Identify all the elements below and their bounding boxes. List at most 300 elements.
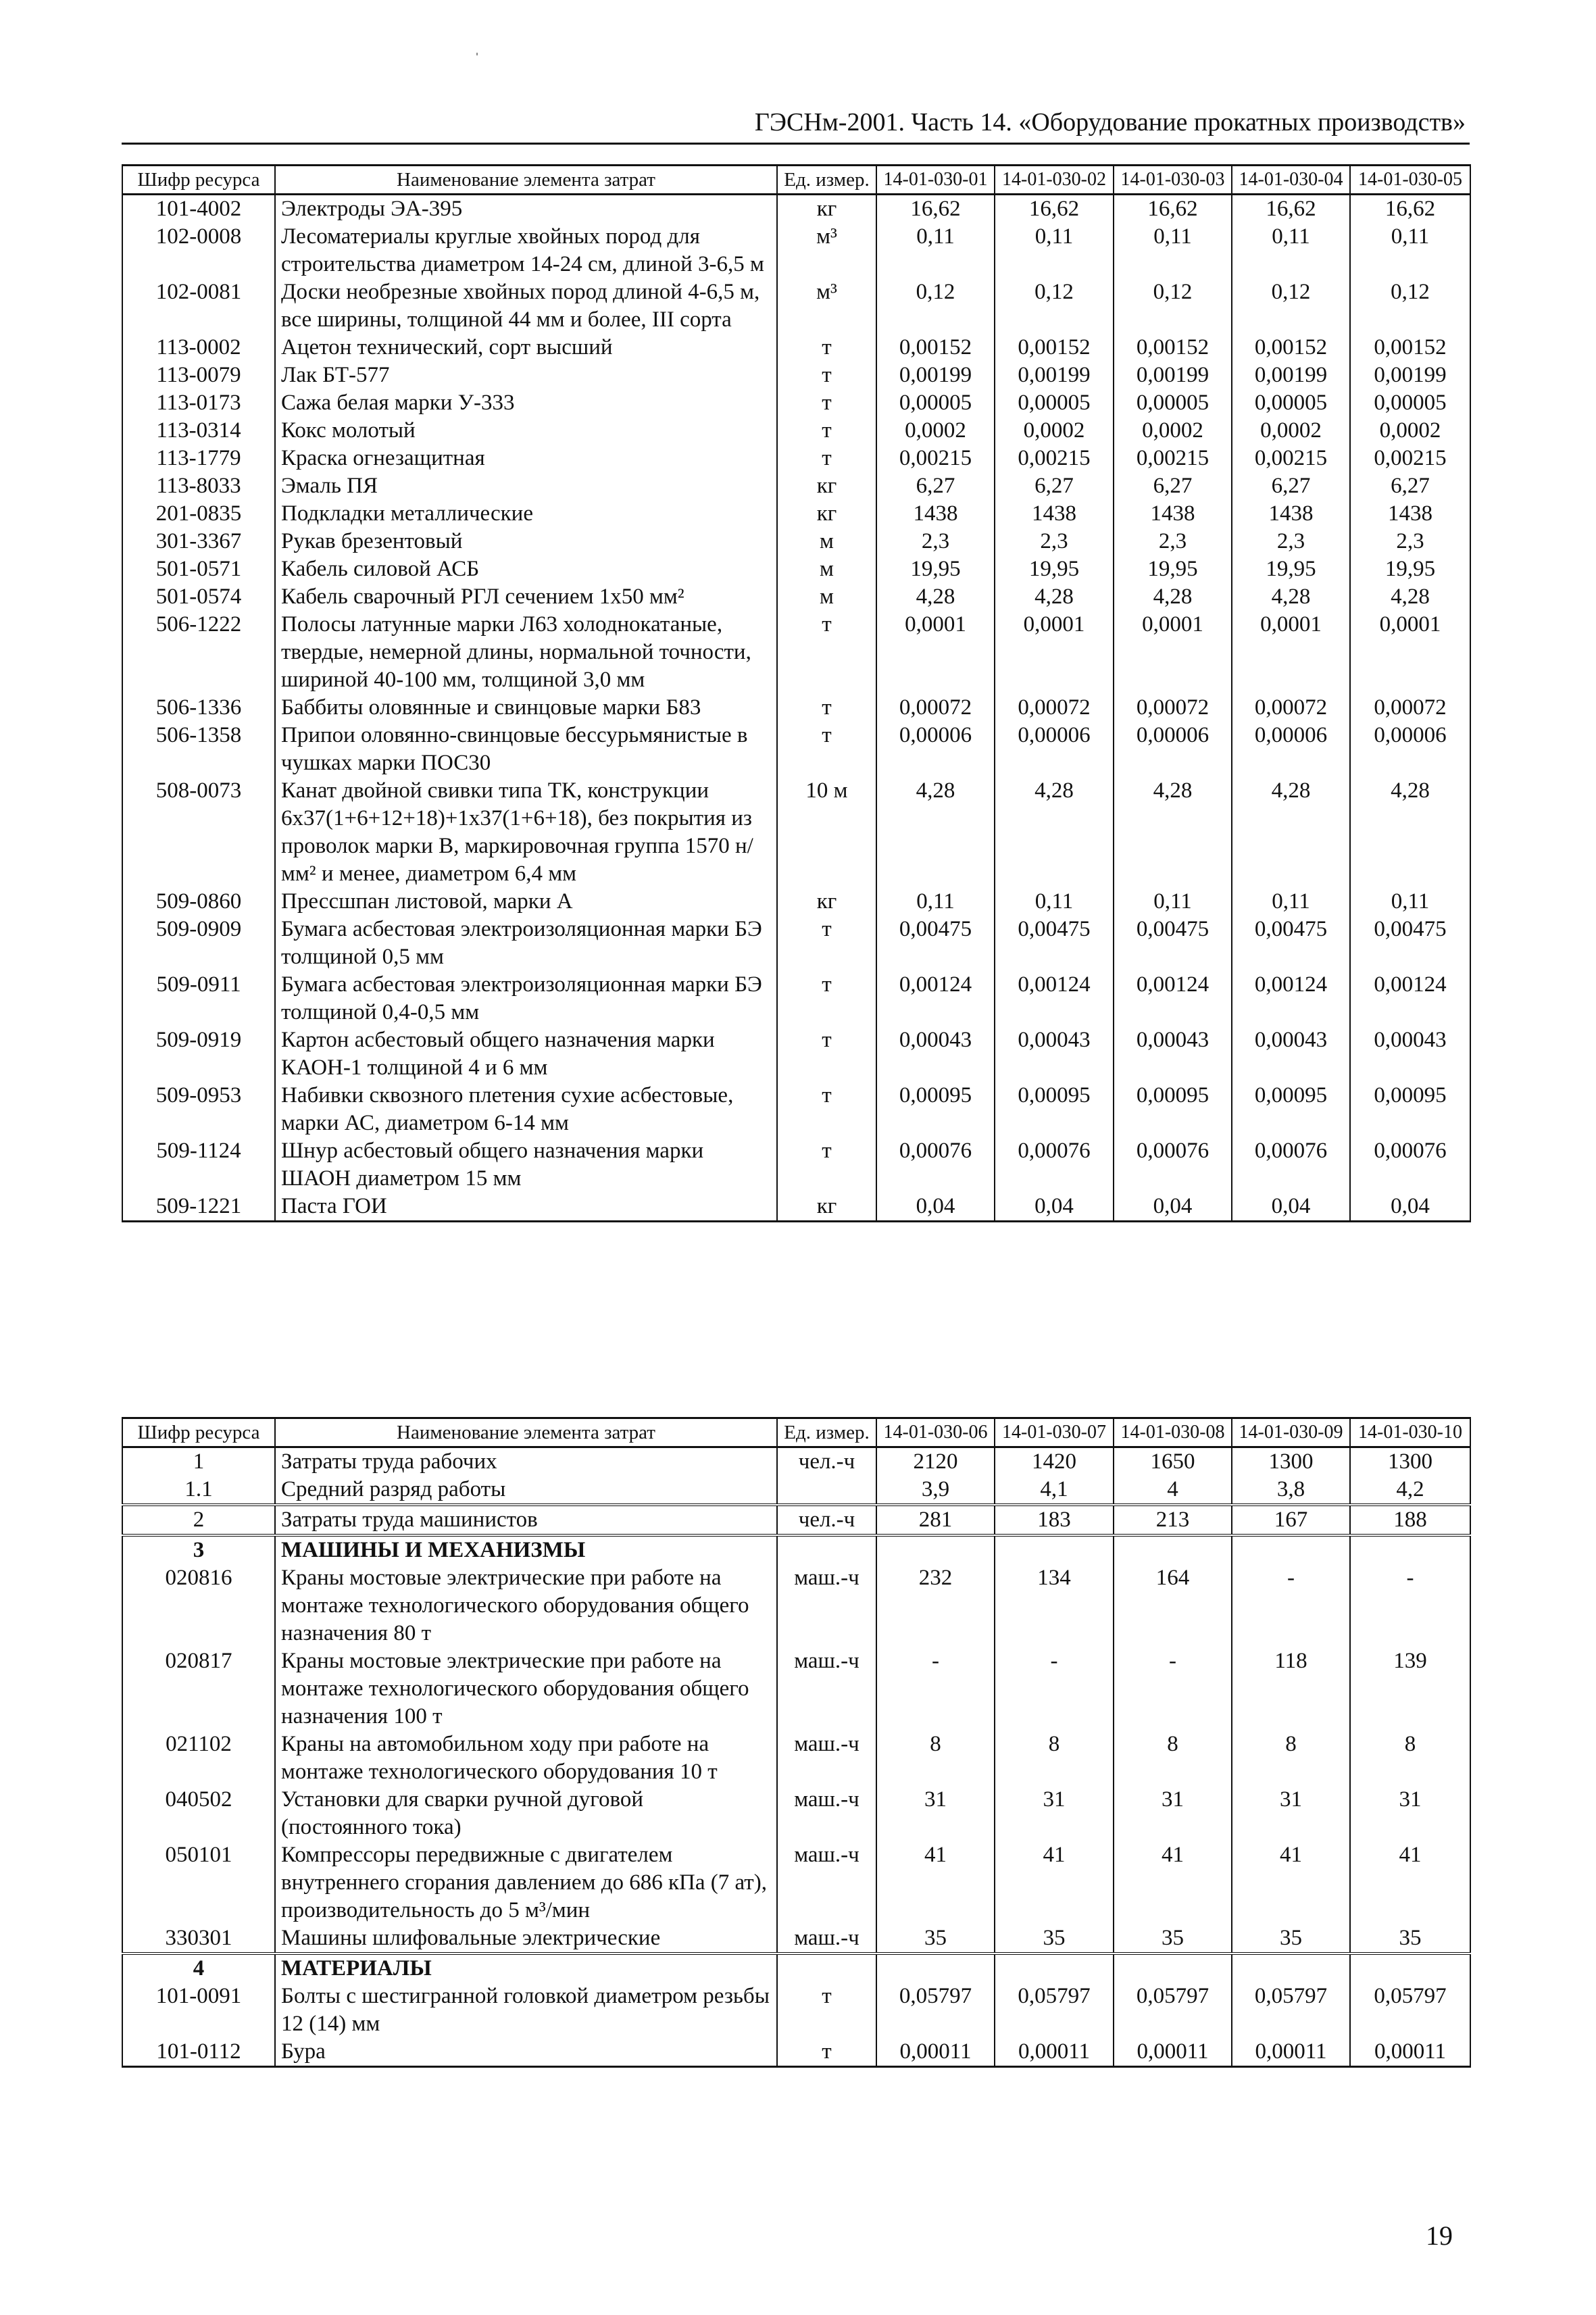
cell-value: 16,62 bbox=[1232, 195, 1350, 224]
cell-code: 330301 bbox=[122, 1924, 275, 1953]
table-row bbox=[122, 1924, 1470, 1953]
cell-value: 0,00199 bbox=[1350, 362, 1470, 389]
cell-value: - bbox=[1114, 1647, 1232, 1731]
cell-value: 0,00215 bbox=[995, 445, 1114, 472]
cell-value bbox=[1232, 1535, 1350, 1564]
cell-value: 167 bbox=[1232, 1505, 1350, 1535]
cell-value: 2,3 bbox=[1350, 528, 1470, 555]
cell-value: 0,00006 bbox=[1114, 722, 1232, 777]
cell-unit: т bbox=[777, 916, 876, 971]
cell-value: - bbox=[1232, 1564, 1350, 1647]
cell-code: 509-0919 bbox=[122, 1026, 275, 1082]
cell-value: 0,04 bbox=[995, 1193, 1114, 1222]
cell-code: 301-3367 bbox=[122, 528, 275, 555]
cell-name: Краны на автомобильном ходу при работе на монтаже технологического оборудования 10 т bbox=[275, 1731, 777, 1786]
cell-value: 1438 bbox=[1232, 500, 1350, 528]
cell-unit: маш.-ч bbox=[777, 1924, 876, 1953]
col-header-code: Шифр ресурса bbox=[122, 1418, 275, 1447]
cell-code: 020816 bbox=[122, 1564, 275, 1647]
cell-value: 0,11 bbox=[1114, 888, 1232, 916]
cell-value bbox=[1232, 1953, 1350, 1983]
cell-value: 0,00152 bbox=[1232, 334, 1350, 362]
cell-name: Шнур асбестовый общего назначения марки ШАОН диаметром 15 мм bbox=[275, 1137, 777, 1193]
cell-value: 0,00199 bbox=[1232, 362, 1350, 389]
cell-value: 6,27 bbox=[1232, 472, 1350, 500]
cell-unit: чел.-ч bbox=[777, 1447, 876, 1476]
cell-value: 1438 bbox=[1114, 500, 1232, 528]
resource-table-2 bbox=[122, 1417, 1471, 2068]
cell-value: 1438 bbox=[995, 500, 1114, 528]
cell-value: 0,12 bbox=[1350, 278, 1470, 334]
cell-name: МАТЕРИАЛЫ bbox=[275, 1953, 777, 1983]
cell-code: 509-0909 bbox=[122, 916, 275, 971]
cell-unit: т bbox=[777, 611, 876, 694]
cell-value: 0,00076 bbox=[1114, 1137, 1232, 1193]
cell-value: 31 bbox=[1232, 1786, 1350, 1841]
table-row bbox=[122, 1731, 1470, 1786]
cell-value: 0,04 bbox=[876, 1193, 995, 1222]
cell-value: 0,00475 bbox=[1114, 916, 1232, 971]
cell-value: 0,00199 bbox=[995, 362, 1114, 389]
cell-name: Затраты труда машинистов bbox=[275, 1505, 777, 1535]
cell-value: 0,04 bbox=[1232, 1193, 1350, 1222]
table-row bbox=[122, 1841, 1470, 1924]
cell-value: 4,28 bbox=[876, 583, 995, 611]
table-row bbox=[122, 1983, 1470, 2038]
cell-value: 0,11 bbox=[995, 888, 1114, 916]
cell-name: Подкладки металлические bbox=[275, 500, 777, 528]
cell-unit: маш.-ч bbox=[777, 1841, 876, 1924]
cell-name: Средний разряд работы bbox=[275, 1476, 777, 1505]
cell-code: 4 bbox=[122, 1953, 275, 1983]
cell-value: 0,04 bbox=[1114, 1193, 1232, 1222]
cell-code: 506-1336 bbox=[122, 694, 275, 722]
table-header-row bbox=[122, 166, 1470, 195]
cell-value: 16,62 bbox=[1350, 195, 1470, 224]
table-row bbox=[122, 472, 1470, 500]
table-row bbox=[122, 1026, 1470, 1082]
cell-value: 0,00011 bbox=[995, 2038, 1114, 2067]
cell-value: 0,0002 bbox=[995, 417, 1114, 445]
cell-value: 0,00011 bbox=[876, 2038, 995, 2067]
cell-unit: т bbox=[777, 1026, 876, 1082]
table-body bbox=[122, 195, 1470, 1222]
cell-name: Картон асбестовый общего назначения марки КАОН-1 толщиной 4 и 6 мм bbox=[275, 1026, 777, 1082]
cell-name: Бумага асбестовая электроизоляционная марки БЭ толщиной 0,4-0,5 мм bbox=[275, 971, 777, 1026]
cell-value: 41 bbox=[1232, 1841, 1350, 1924]
cell-unit: т bbox=[777, 417, 876, 445]
cell-value bbox=[995, 1953, 1114, 1983]
cell-value: 0,11 bbox=[995, 223, 1114, 278]
cell-value: 0,00152 bbox=[876, 334, 995, 362]
cell-value: 35 bbox=[1350, 1924, 1470, 1953]
cell-value: 0,05797 bbox=[1232, 1983, 1350, 2038]
cell-value: 0,11 bbox=[1232, 888, 1350, 916]
page-header bbox=[122, 105, 1470, 145]
cell-value: 0,0002 bbox=[1232, 417, 1350, 445]
col-header-norm: 14-01-030-04 bbox=[1232, 166, 1350, 195]
cell-value: 1438 bbox=[1350, 500, 1470, 528]
cell-value: 0,00076 bbox=[1232, 1137, 1350, 1193]
cell-unit: т bbox=[777, 722, 876, 777]
cell-name: Баббиты оловянные и свинцовые марки Б83 bbox=[275, 694, 777, 722]
cell-name: МАШИНЫ И МЕХАНИЗМЫ bbox=[275, 1535, 777, 1564]
cell-value: 8 bbox=[876, 1731, 995, 1786]
cell-value: 0,00475 bbox=[876, 916, 995, 971]
cell-code: 506-1358 bbox=[122, 722, 275, 777]
col-header-norm: 14-01-030-02 bbox=[995, 166, 1114, 195]
table-row bbox=[122, 195, 1470, 224]
cell-code: 040502 bbox=[122, 1786, 275, 1841]
cell-value: 31 bbox=[995, 1786, 1114, 1841]
cell-value: 4,28 bbox=[876, 777, 995, 888]
cell-value: 0,00124 bbox=[1350, 971, 1470, 1026]
cell-value: 35 bbox=[876, 1924, 995, 1953]
cell-value: 0,00006 bbox=[876, 722, 995, 777]
cell-value: 0,00475 bbox=[1232, 916, 1350, 971]
cell-value: 0,00124 bbox=[1232, 971, 1350, 1026]
cell-value bbox=[995, 1535, 1114, 1564]
cell-value: 0,11 bbox=[876, 888, 995, 916]
table-row bbox=[122, 555, 1470, 583]
cell-name: Установки для сварки ручной дуговой (постоянного тока) bbox=[275, 1786, 777, 1841]
cell-code: 501-0574 bbox=[122, 583, 275, 611]
table-row bbox=[122, 971, 1470, 1026]
cell-unit: т bbox=[777, 1082, 876, 1137]
cell-unit: кг bbox=[777, 888, 876, 916]
cell-value: 1300 bbox=[1350, 1447, 1470, 1476]
cell-value: 0,11 bbox=[1350, 223, 1470, 278]
cell-value: 41 bbox=[995, 1841, 1114, 1924]
cell-value: 4,28 bbox=[995, 583, 1114, 611]
col-header-norm: 14-01-030-08 bbox=[1114, 1418, 1232, 1447]
cell-value: 0,00095 bbox=[1350, 1082, 1470, 1137]
cell-name: Бура bbox=[275, 2038, 777, 2067]
cell-value: 0,0001 bbox=[1350, 611, 1470, 694]
col-header-norm: 14-01-030-06 bbox=[876, 1418, 995, 1447]
cell-value: 0,00076 bbox=[995, 1137, 1114, 1193]
cell-name: Кабель силовой АСБ bbox=[275, 555, 777, 583]
table-row bbox=[122, 583, 1470, 611]
cell-code: 3 bbox=[122, 1535, 275, 1564]
col-header-unit: Ед. измер. bbox=[777, 1418, 876, 1447]
cell-value: 4,28 bbox=[1232, 777, 1350, 888]
cell-value: - bbox=[876, 1647, 995, 1731]
cell-value: 41 bbox=[1350, 1841, 1470, 1924]
cell-value: 0,00199 bbox=[876, 362, 995, 389]
cell-value: 3,9 bbox=[876, 1476, 995, 1505]
cell-value: 188 bbox=[1350, 1505, 1470, 1535]
cell-unit: т bbox=[777, 362, 876, 389]
cell-code: 506-1222 bbox=[122, 611, 275, 694]
cell-code: 101-0112 bbox=[122, 2038, 275, 2067]
cell-unit: кг bbox=[777, 195, 876, 224]
cell-unit: маш.-ч bbox=[777, 1564, 876, 1647]
cell-code: 113-0173 bbox=[122, 389, 275, 417]
cell-value: 1650 bbox=[1114, 1447, 1232, 1476]
table-row bbox=[122, 1476, 1470, 1505]
cell-unit: м bbox=[777, 528, 876, 555]
cell-value: 0,11 bbox=[1114, 223, 1232, 278]
cell-value: 2,3 bbox=[1114, 528, 1232, 555]
cell-name: Болты с шестигранной головкой диаметром резьбы 12 (14) мм bbox=[275, 1983, 777, 2038]
table-row bbox=[122, 278, 1470, 334]
cell-unit: маш.-ч bbox=[777, 1731, 876, 1786]
cell-name: Бумага асбестовая электроизоляционная марки БЭ толщиной 0,5 мм bbox=[275, 916, 777, 971]
cell-value: - bbox=[1350, 1564, 1470, 1647]
cell-value: 0,0001 bbox=[876, 611, 995, 694]
cell-name: Краны мостовые электрические при работе на монтаже технологического оборудования общего назначения 80 т bbox=[275, 1564, 777, 1647]
cell-code: 509-0953 bbox=[122, 1082, 275, 1137]
cell-unit: т bbox=[777, 445, 876, 472]
cell-value: 0,00005 bbox=[1114, 389, 1232, 417]
cell-value: 0,00006 bbox=[995, 722, 1114, 777]
cell-value: 31 bbox=[876, 1786, 995, 1841]
col-header-norm: 14-01-030-07 bbox=[995, 1418, 1114, 1447]
cell-value: 35 bbox=[1232, 1924, 1350, 1953]
cell-value: 4,28 bbox=[995, 777, 1114, 888]
cell-value: 16,62 bbox=[995, 195, 1114, 224]
cell-value: 281 bbox=[876, 1505, 995, 1535]
cell-value: 4 bbox=[1114, 1476, 1232, 1505]
table-row bbox=[122, 1082, 1470, 1137]
cell-value: 0,12 bbox=[995, 278, 1114, 334]
cell-unit: маш.-ч bbox=[777, 1786, 876, 1841]
cell-value: 19,95 bbox=[1350, 555, 1470, 583]
col-header-norm: 14-01-030-01 bbox=[876, 166, 995, 195]
cell-unit: м³ bbox=[777, 278, 876, 334]
cell-value: 8 bbox=[995, 1731, 1114, 1786]
table-row bbox=[122, 1953, 1470, 1983]
cell-value: 0,00076 bbox=[1350, 1137, 1470, 1193]
col-header-norm: 14-01-030-03 bbox=[1114, 166, 1232, 195]
cell-value: 0,05797 bbox=[1350, 1983, 1470, 2038]
cell-value: 0,00005 bbox=[995, 389, 1114, 417]
cell-unit: м bbox=[777, 583, 876, 611]
table-row bbox=[122, 1786, 1470, 1841]
cell-value: 232 bbox=[876, 1564, 995, 1647]
cell-code: 102-0008 bbox=[122, 223, 275, 278]
cell-value: 0,00043 bbox=[876, 1026, 995, 1082]
table-header-row bbox=[122, 1418, 1470, 1447]
cell-value: 0,00005 bbox=[1350, 389, 1470, 417]
cell-unit: чел.-ч bbox=[777, 1505, 876, 1535]
col-header-name: Наименование элемента затрат bbox=[275, 166, 777, 195]
cell-value: 16,62 bbox=[876, 195, 995, 224]
cell-value: 31 bbox=[1114, 1786, 1232, 1841]
cell-value: 0,00043 bbox=[1114, 1026, 1232, 1082]
col-header-unit: Ед. измер. bbox=[777, 166, 876, 195]
cell-value: 8 bbox=[1350, 1731, 1470, 1786]
cell-code: 101-4002 bbox=[122, 195, 275, 224]
cell-name: Машины шлифовальные электрические bbox=[275, 1924, 777, 1953]
resource-table-1 bbox=[122, 164, 1471, 1222]
cell-unit: м bbox=[777, 555, 876, 583]
cell-code: 101-0091 bbox=[122, 1983, 275, 2038]
cell-name: Сажа белая марки У-333 bbox=[275, 389, 777, 417]
cell-value: 2,3 bbox=[876, 528, 995, 555]
cell-value bbox=[1350, 1953, 1470, 1983]
scan-mark bbox=[476, 53, 478, 55]
cell-unit bbox=[777, 1476, 876, 1505]
cell-value: 19,95 bbox=[995, 555, 1114, 583]
cell-value: 0,0002 bbox=[876, 417, 995, 445]
cell-name: Кокс молотый bbox=[275, 417, 777, 445]
cell-value: 0,00072 bbox=[1114, 694, 1232, 722]
cell-value: 0,00152 bbox=[1114, 334, 1232, 362]
cell-value bbox=[1114, 1535, 1232, 1564]
table-row bbox=[122, 223, 1470, 278]
cell-unit: т bbox=[777, 2038, 876, 2067]
cell-code: 113-0002 bbox=[122, 334, 275, 362]
table-row bbox=[122, 611, 1470, 694]
cell-value: 4,2 bbox=[1350, 1476, 1470, 1505]
cell-value: 0,00124 bbox=[995, 971, 1114, 1026]
table-row bbox=[122, 916, 1470, 971]
cell-value: 35 bbox=[1114, 1924, 1232, 1953]
cell-value: 0,00152 bbox=[995, 334, 1114, 362]
cell-value: 0,00072 bbox=[1350, 694, 1470, 722]
table-row bbox=[122, 722, 1470, 777]
cell-value: 0,00095 bbox=[1232, 1082, 1350, 1137]
table-row bbox=[122, 888, 1470, 916]
cell-name: Краска огнезащитная bbox=[275, 445, 777, 472]
cell-unit: т bbox=[777, 694, 876, 722]
cell-unit: т bbox=[777, 1137, 876, 1193]
cell-unit: 10 м bbox=[777, 777, 876, 888]
cell-value: 4,28 bbox=[1350, 777, 1470, 888]
cell-value: 31 bbox=[1350, 1786, 1470, 1841]
cell-value: 0,00215 bbox=[1232, 445, 1350, 472]
cell-value: 8 bbox=[1114, 1731, 1232, 1786]
cell-code: 201-0835 bbox=[122, 500, 275, 528]
cell-value: 0,00043 bbox=[1232, 1026, 1350, 1082]
cell-value: 0,00095 bbox=[1114, 1082, 1232, 1137]
cell-value: 0,00072 bbox=[876, 694, 995, 722]
cell-name: Лесоматериалы круглые хвойных пород для строительства диаметром 14-24 см, длиной 3-6,5 м bbox=[275, 223, 777, 278]
cell-name: Лак БТ-577 bbox=[275, 362, 777, 389]
cell-value: 0,00011 bbox=[1232, 2038, 1350, 2067]
cell-value: 0,00475 bbox=[1350, 916, 1470, 971]
cell-value: 0,0002 bbox=[1114, 417, 1232, 445]
cell-value: 4,28 bbox=[1232, 583, 1350, 611]
cell-value: 0,00215 bbox=[1114, 445, 1232, 472]
cell-value: 118 bbox=[1232, 1647, 1350, 1731]
col-header-code: Шифр ресурса bbox=[122, 166, 275, 195]
cell-value: 0,00005 bbox=[1232, 389, 1350, 417]
cell-value: 0,05797 bbox=[876, 1983, 995, 2038]
cell-code: 508-0073 bbox=[122, 777, 275, 888]
cell-name: Электроды ЭА-395 bbox=[275, 195, 777, 224]
cell-unit: т bbox=[777, 334, 876, 362]
table-row bbox=[122, 334, 1470, 362]
cell-name: Рукав брезентовый bbox=[275, 528, 777, 555]
cell-code: 113-8033 bbox=[122, 472, 275, 500]
cell-value: 0,00043 bbox=[1350, 1026, 1470, 1082]
cell-name: Кабель сварочный РГЛ сечением 1х50 мм² bbox=[275, 583, 777, 611]
cell-value: 4,28 bbox=[1114, 777, 1232, 888]
cell-name: Ацетон технический, сорт высший bbox=[275, 334, 777, 362]
cell-value: 0,0002 bbox=[1350, 417, 1470, 445]
cell-value: 0,00011 bbox=[1350, 2038, 1470, 2067]
table-row bbox=[122, 500, 1470, 528]
col-header-name: Наименование элемента затрат bbox=[275, 1418, 777, 1447]
cell-code: 113-0314 bbox=[122, 417, 275, 445]
table-row bbox=[122, 2038, 1470, 2067]
cell-value bbox=[876, 1535, 995, 1564]
cell-unit: т bbox=[777, 389, 876, 417]
cell-value: 35 bbox=[995, 1924, 1114, 1953]
cell-value: 0,00124 bbox=[1114, 971, 1232, 1026]
cell-code: 509-1221 bbox=[122, 1193, 275, 1222]
cell-value: 0,00011 bbox=[1114, 2038, 1232, 2067]
cell-value: 4,1 bbox=[995, 1476, 1114, 1505]
table-row bbox=[122, 1137, 1470, 1193]
cell-value: 139 bbox=[1350, 1647, 1470, 1731]
table-row bbox=[122, 1535, 1470, 1564]
cell-code: 501-0571 bbox=[122, 555, 275, 583]
table-row bbox=[122, 1647, 1470, 1731]
cell-value: 0,00076 bbox=[876, 1137, 995, 1193]
cell-code: 113-0079 bbox=[122, 362, 275, 389]
cell-unit: кг bbox=[777, 500, 876, 528]
cell-unit: кг bbox=[777, 472, 876, 500]
cell-value: 19,95 bbox=[876, 555, 995, 583]
cell-value: - bbox=[995, 1647, 1114, 1731]
cell-name: Доски необрезные хвойных пород длиной 4-6,5 м, все ширины, толщиной 44 мм и более, III сорта bbox=[275, 278, 777, 334]
cell-value: 0,05797 bbox=[995, 1983, 1114, 2038]
cell-unit: кг bbox=[777, 1193, 876, 1222]
cell-value: 41 bbox=[876, 1841, 995, 1924]
cell-name: Краны мостовые электрические при работе на монтаже технологического оборудования общего назначения 100 т bbox=[275, 1647, 777, 1731]
cell-code: 020817 bbox=[122, 1647, 275, 1731]
cell-name: Припои оловянно-свинцовые бессурьмянистые в чушках марки ПОС30 bbox=[275, 722, 777, 777]
table-row bbox=[122, 694, 1470, 722]
cell-unit: т bbox=[777, 1983, 876, 2038]
cell-value: 0,12 bbox=[876, 278, 995, 334]
col-header-norm: 14-01-030-05 bbox=[1350, 166, 1470, 195]
cell-value: 0,00095 bbox=[995, 1082, 1114, 1137]
cell-value: 134 bbox=[995, 1564, 1114, 1647]
table-row bbox=[122, 445, 1470, 472]
cell-value: 0,00215 bbox=[876, 445, 995, 472]
cell-value bbox=[1114, 1953, 1232, 1983]
cell-code: 509-0860 bbox=[122, 888, 275, 916]
cell-value: 0,0001 bbox=[1114, 611, 1232, 694]
table-row bbox=[122, 777, 1470, 888]
cell-code: 509-0911 bbox=[122, 971, 275, 1026]
cell-value: 0,0001 bbox=[995, 611, 1114, 694]
cell-name: Компрессоры передвижные с двигателем внутреннего сгорания давлением до 686 кПа (7 ат), производительность до 5 м³/мин bbox=[275, 1841, 777, 1924]
cell-value: 41 bbox=[1114, 1841, 1232, 1924]
cell-name: Канат двойной свивки типа ТК, конструкции 6х37(1+6+12+18)+1х37(1+6+18), без покрытия из проволок марки В, маркировочная группа 1570 н/мм² и менее, диаметром 6,4 мм bbox=[275, 777, 777, 888]
cell-value: 4,28 bbox=[1114, 583, 1232, 611]
cell-unit: м³ bbox=[777, 223, 876, 278]
cell-value bbox=[1350, 1535, 1470, 1564]
cell-value: 6,27 bbox=[995, 472, 1114, 500]
cell-name: Паста ГОИ bbox=[275, 1193, 777, 1222]
cell-value: 0,04 bbox=[1350, 1193, 1470, 1222]
header-title: ГЭСНм-2001. Часть 14. «Оборудование прокатных производств» bbox=[754, 108, 1466, 136]
cell-value: 0,11 bbox=[1232, 223, 1350, 278]
cell-value: 0,12 bbox=[1232, 278, 1350, 334]
table-row bbox=[122, 417, 1470, 445]
cell-value: 1438 bbox=[876, 500, 995, 528]
cell-value: 6,27 bbox=[876, 472, 995, 500]
col-header-norm: 14-01-030-10 bbox=[1350, 1418, 1470, 1447]
cell-code: 113-1779 bbox=[122, 445, 275, 472]
cell-value: 19,95 bbox=[1114, 555, 1232, 583]
